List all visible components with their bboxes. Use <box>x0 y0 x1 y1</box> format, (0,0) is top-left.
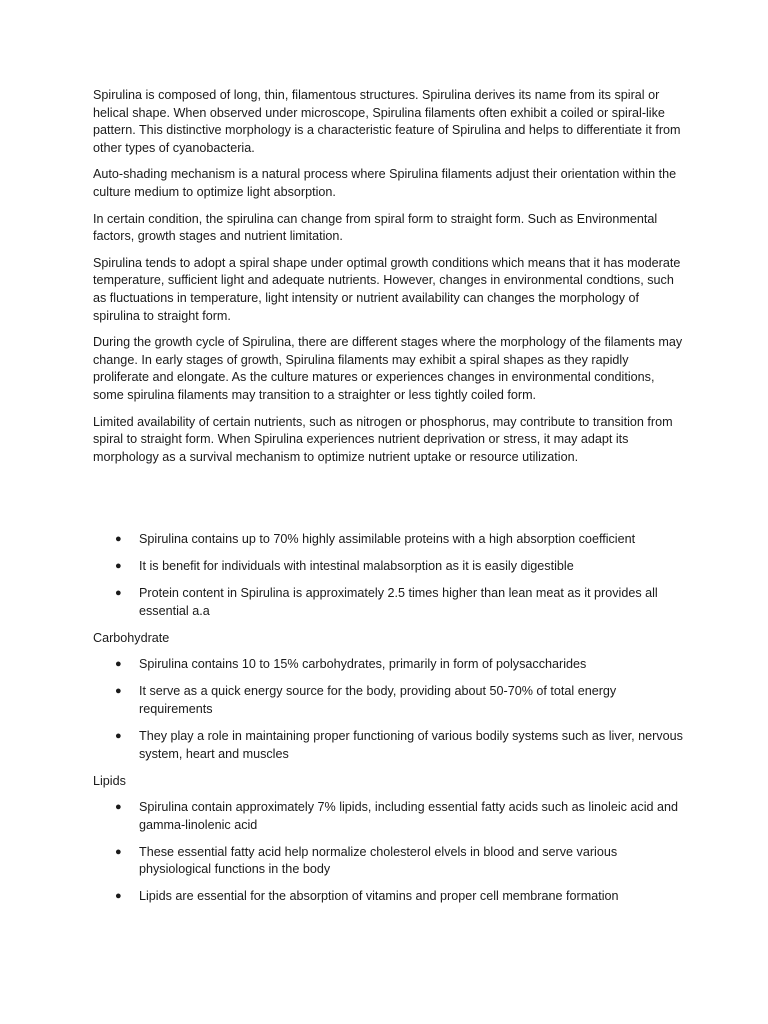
list-item <box>93 888 683 906</box>
list-item <box>93 683 683 718</box>
list-item <box>93 585 683 620</box>
bullet-icon: ● <box>115 685 122 698</box>
list-item-text: Lipids are essential for the absorption of vitamins and proper cell membrane formation <box>139 889 619 904</box>
paragraph-auto-shading: Auto-shading mechanism is a natural process where Spirulina filaments adjust their orientation within the culture medium to optimize light absorption. <box>93 167 677 199</box>
list-item-text: It is benefit for individuals with intestinal malabsorption as it is easily digestible <box>139 559 574 574</box>
list-item-text: It serve as a quick energy source for the body, providing about 50-70% of total energy requirements <box>139 684 617 716</box>
list-item-text: Spirulina contains up to 70% highly assimilable proteins with a high absorption coefficient <box>139 532 636 547</box>
carbohydrate-heading: Carbohydrate <box>93 630 170 645</box>
blank-space <box>93 475 683 531</box>
list-item <box>93 558 683 576</box>
bullet-icon: ● <box>115 729 122 742</box>
bullet-icon: ● <box>115 658 122 671</box>
bullet-icon: ● <box>115 560 122 573</box>
carbohydrate-list <box>93 656 683 763</box>
lipids-list <box>93 799 683 906</box>
paragraph-morphology: Spirulina is composed of long, thin, filamentous structures. Spirulina derives its name from its spiral or helical shape. When observed under microscope, Spirulina filaments often exhibit a coiled or spiral-like pattern. This distinctive morphology is a characteristic feature of Spirulina and helps to differentiate it from other types of cyanobacteria. <box>93 88 681 155</box>
paragraph-nutrient-limitation: Limited availability of certain nutrients, such as nitrogen or phosphorus, may contribute to transition from spiral to straight form. When Spirulina experiences nutrient deprivation or stress, it may adapt its morphology as a survival mechanism to optimize nutrient uptake or resource utilization. <box>93 414 673 464</box>
list-item-text: Spirulina contains 10 to 15% carbohydrates, primarily in form of polysaccharides <box>139 657 587 672</box>
bullet-icon: ● <box>115 845 122 858</box>
bullet-icon: ● <box>115 890 122 903</box>
bullet-icon: ● <box>115 533 122 546</box>
document-body <box>93 87 683 915</box>
list-item <box>93 531 683 549</box>
bullet-icon: ● <box>115 587 122 600</box>
list-item-text: Protein content in Spirulina is approximately 2.5 times higher than lean meat as it provides all essential a.a <box>139 586 658 618</box>
list-item <box>93 728 683 763</box>
list-item <box>93 844 683 879</box>
list-item-text: These essential fatty acid help normalize cholesterol elvels in blood and serve various physiological functions in the body <box>139 844 618 877</box>
paragraph-growth-conditions: Spirulina tends to adopt a spiral shape under optimal growth conditions which means that it has moderate temperature, sufficient light and adequate nutrients. However, changes in environmental condtions, such as fluctuations in temperature, light intensity or nutrient availability can changes the morphology of spirulina to straight form. <box>93 255 681 323</box>
list-item <box>93 656 683 674</box>
protein-list <box>93 531 683 620</box>
list-item-text: They play a role in maintaining proper functioning of various bodily systems such as liver, nervous system, heart and muscles <box>139 728 683 761</box>
paragraph-form-change: In certain condition, the spirulina can change from spiral form to straight form. Such as Environmental factors, growth stages and nutrient limitation. <box>93 211 658 244</box>
list-item-text: Spirulina contain approximately 7% lipids, including essential fatty acids such as linoleic acid and gamma-linolenic acid <box>139 800 679 832</box>
list-item <box>93 799 683 834</box>
bullet-icon: ● <box>115 801 122 814</box>
paragraph-growth-cycle: During the growth cycle of Spirulina, there are different stages where the morphology of the filaments may change. In early stages of growth, Spirulina filaments may exhibit a spiral shapes as they rapidly proliferate and elongate. As the culture matures or experiences changes in environmental conditions, some spirulina filaments may transition to a straighter or less tightly coiled form. <box>93 335 683 402</box>
lipids-heading: Lipids <box>93 773 126 788</box>
